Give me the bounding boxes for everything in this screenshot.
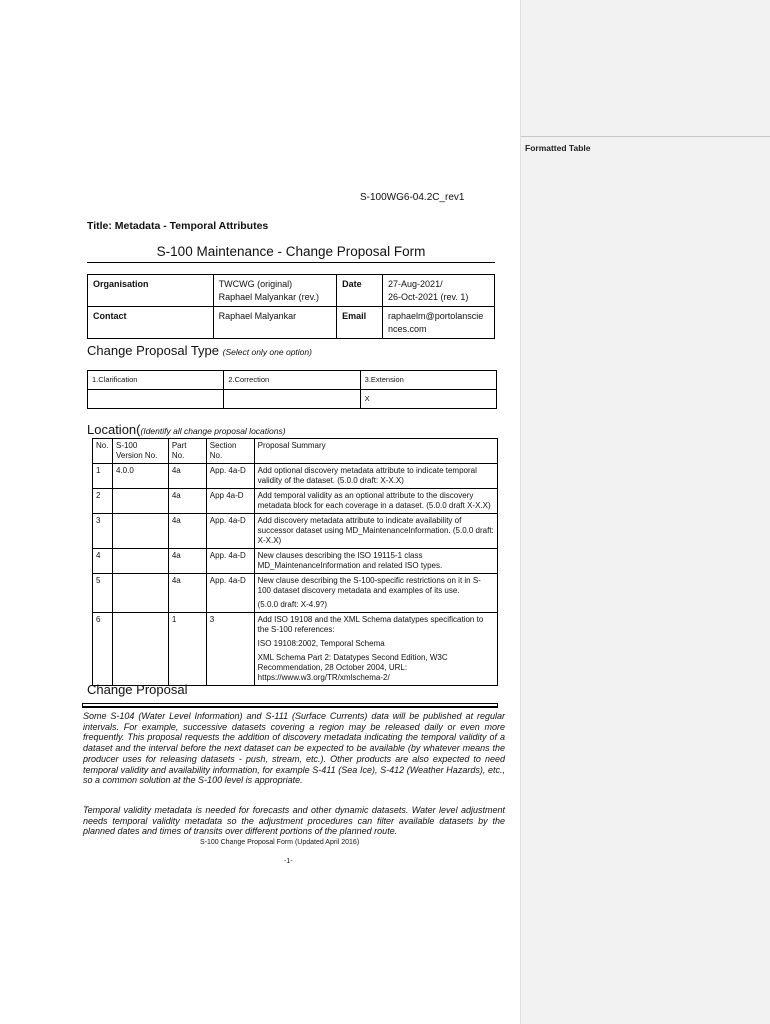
- option-extension[interactable]: 3.Extension: [360, 371, 496, 390]
- clarification-mark[interactable]: [88, 390, 224, 409]
- change-proposal-paragraph-2: Temporal validity metadata is needed for forecasts and other dynamic datasets. Water level adjustment needs temporal validity metadata so the adjustment procedures can filter available datasets by the planned dates and times of transits over different portions of the planned route.: [83, 805, 505, 837]
- date-value: 27-Aug-2021/ 26-Oct-2021 (rev. 1): [383, 275, 495, 307]
- contact-value: Raphael Malyankar: [213, 307, 337, 339]
- header-summary: Proposal Summary: [254, 439, 497, 464]
- table-row: 4 4a App. 4a-D New clauses describing the ISO 19115-1 class MD_MaintenanceInformation and related ISO types.: [93, 549, 498, 574]
- change-proposal-paragraph-1: Some S-104 (Water Level Information) and S-111 (Surface Currents) data will be published at regular intervals. For example, successive datasets covering a region may be released daily or even more frequently. This proposal requests the addition of discovery metadata indicating the temporal validity of a dataset and the interval before the next dataset can be expected to be available (by whatever means the producer uses for releasing datasets - push, stream, etc.). Other products are also expected to need temporal validity and availability information, for example S-411 (Sea Ice), S-412 (Weather Hazards), etc., so a common solution at the S-100 level is appropriate.: [83, 711, 505, 786]
- form-title: S-100 Maintenance - Change Proposal Form: [87, 244, 495, 263]
- location-hint: (Identify all change proposal locations): [140, 426, 286, 436]
- header-section: Section No.: [206, 439, 254, 464]
- contact-label: Contact: [88, 307, 214, 339]
- table-row: 2 4a App 4a-D Add temporal validity as an optional attribute to the discovery metadata block for each coverage in a dataset. (5.0.0 draft X-X.X): [93, 489, 498, 514]
- table-row: 1 4.0.0 4a App. 4a-D Add optional discovery metadata attribute to indicate temporal validity of the dataset. (5.0.0 draft: X-X.X): [93, 464, 498, 489]
- comment-pane: [520, 0, 770, 1024]
- document-number: S-100WG6-04.2C_rev1: [360, 192, 465, 203]
- page-number: -1-: [284, 858, 293, 865]
- change-proposal-heading: Change Proposal: [87, 682, 188, 697]
- location-header-row: [93, 439, 498, 464]
- header-version: S-100 Version No.: [112, 439, 168, 464]
- organisation-value: TWCWG (original) Raphael Malyankar (rev.): [213, 275, 337, 307]
- change-type-hint: (Select only one option): [222, 347, 312, 357]
- extension-mark[interactable]: X: [360, 390, 496, 409]
- location-heading: Location((Identify all change proposal locations): [87, 422, 286, 437]
- email-label: Email: [337, 307, 383, 339]
- option-clarification[interactable]: 1.Clarification: [88, 371, 224, 390]
- table-row: 5 4a App. 4a-D New clause describing the S-100-specific restrictions on it in S-100 dataset discovery metadata and examples of its use. (5.0.0 draft: X-4.9?): [93, 574, 498, 613]
- table-row: 6 1 3 Add ISO 19108 and the XML Schema datatypes specification to the S-100 references: ISO 19108:2002, Temporal Schema XML Schema Part 2: Datatypes Second Edition, W3C Recommendation, 28 October 2004, URL: https://www.w3.org/TR/xmlschema-2/: [93, 613, 498, 686]
- page-footer: S-100 Change Proposal Form (Updated April 2016): [200, 839, 360, 846]
- organisation-table: [87, 274, 495, 339]
- change-proposal-divider: [82, 703, 498, 708]
- formatting-comment[interactable]: Formatted Table: [521, 136, 770, 153]
- table-row: 3 4a App. 4a-D Add discovery metadata attribute to indicate availability of successor dataset using MD_MaintenanceInformation. (5.0.0 draft: X-X.X): [93, 514, 498, 549]
- date-label: Date: [337, 275, 383, 307]
- organisation-label: Organisation: [88, 275, 214, 307]
- email-value: raphaelm@portolanscie nces.com: [383, 307, 495, 339]
- change-type-heading: Change Proposal Type (Select only one option): [87, 343, 312, 358]
- location-table: [92, 438, 498, 686]
- option-correction[interactable]: 2.Correction: [224, 371, 360, 390]
- correction-mark[interactable]: [224, 390, 360, 409]
- header-no: No.: [93, 439, 113, 464]
- document-title: Title: Metadata - Temporal Attributes: [87, 220, 269, 232]
- header-part: Part No.: [168, 439, 206, 464]
- change-type-table: [87, 370, 497, 409]
